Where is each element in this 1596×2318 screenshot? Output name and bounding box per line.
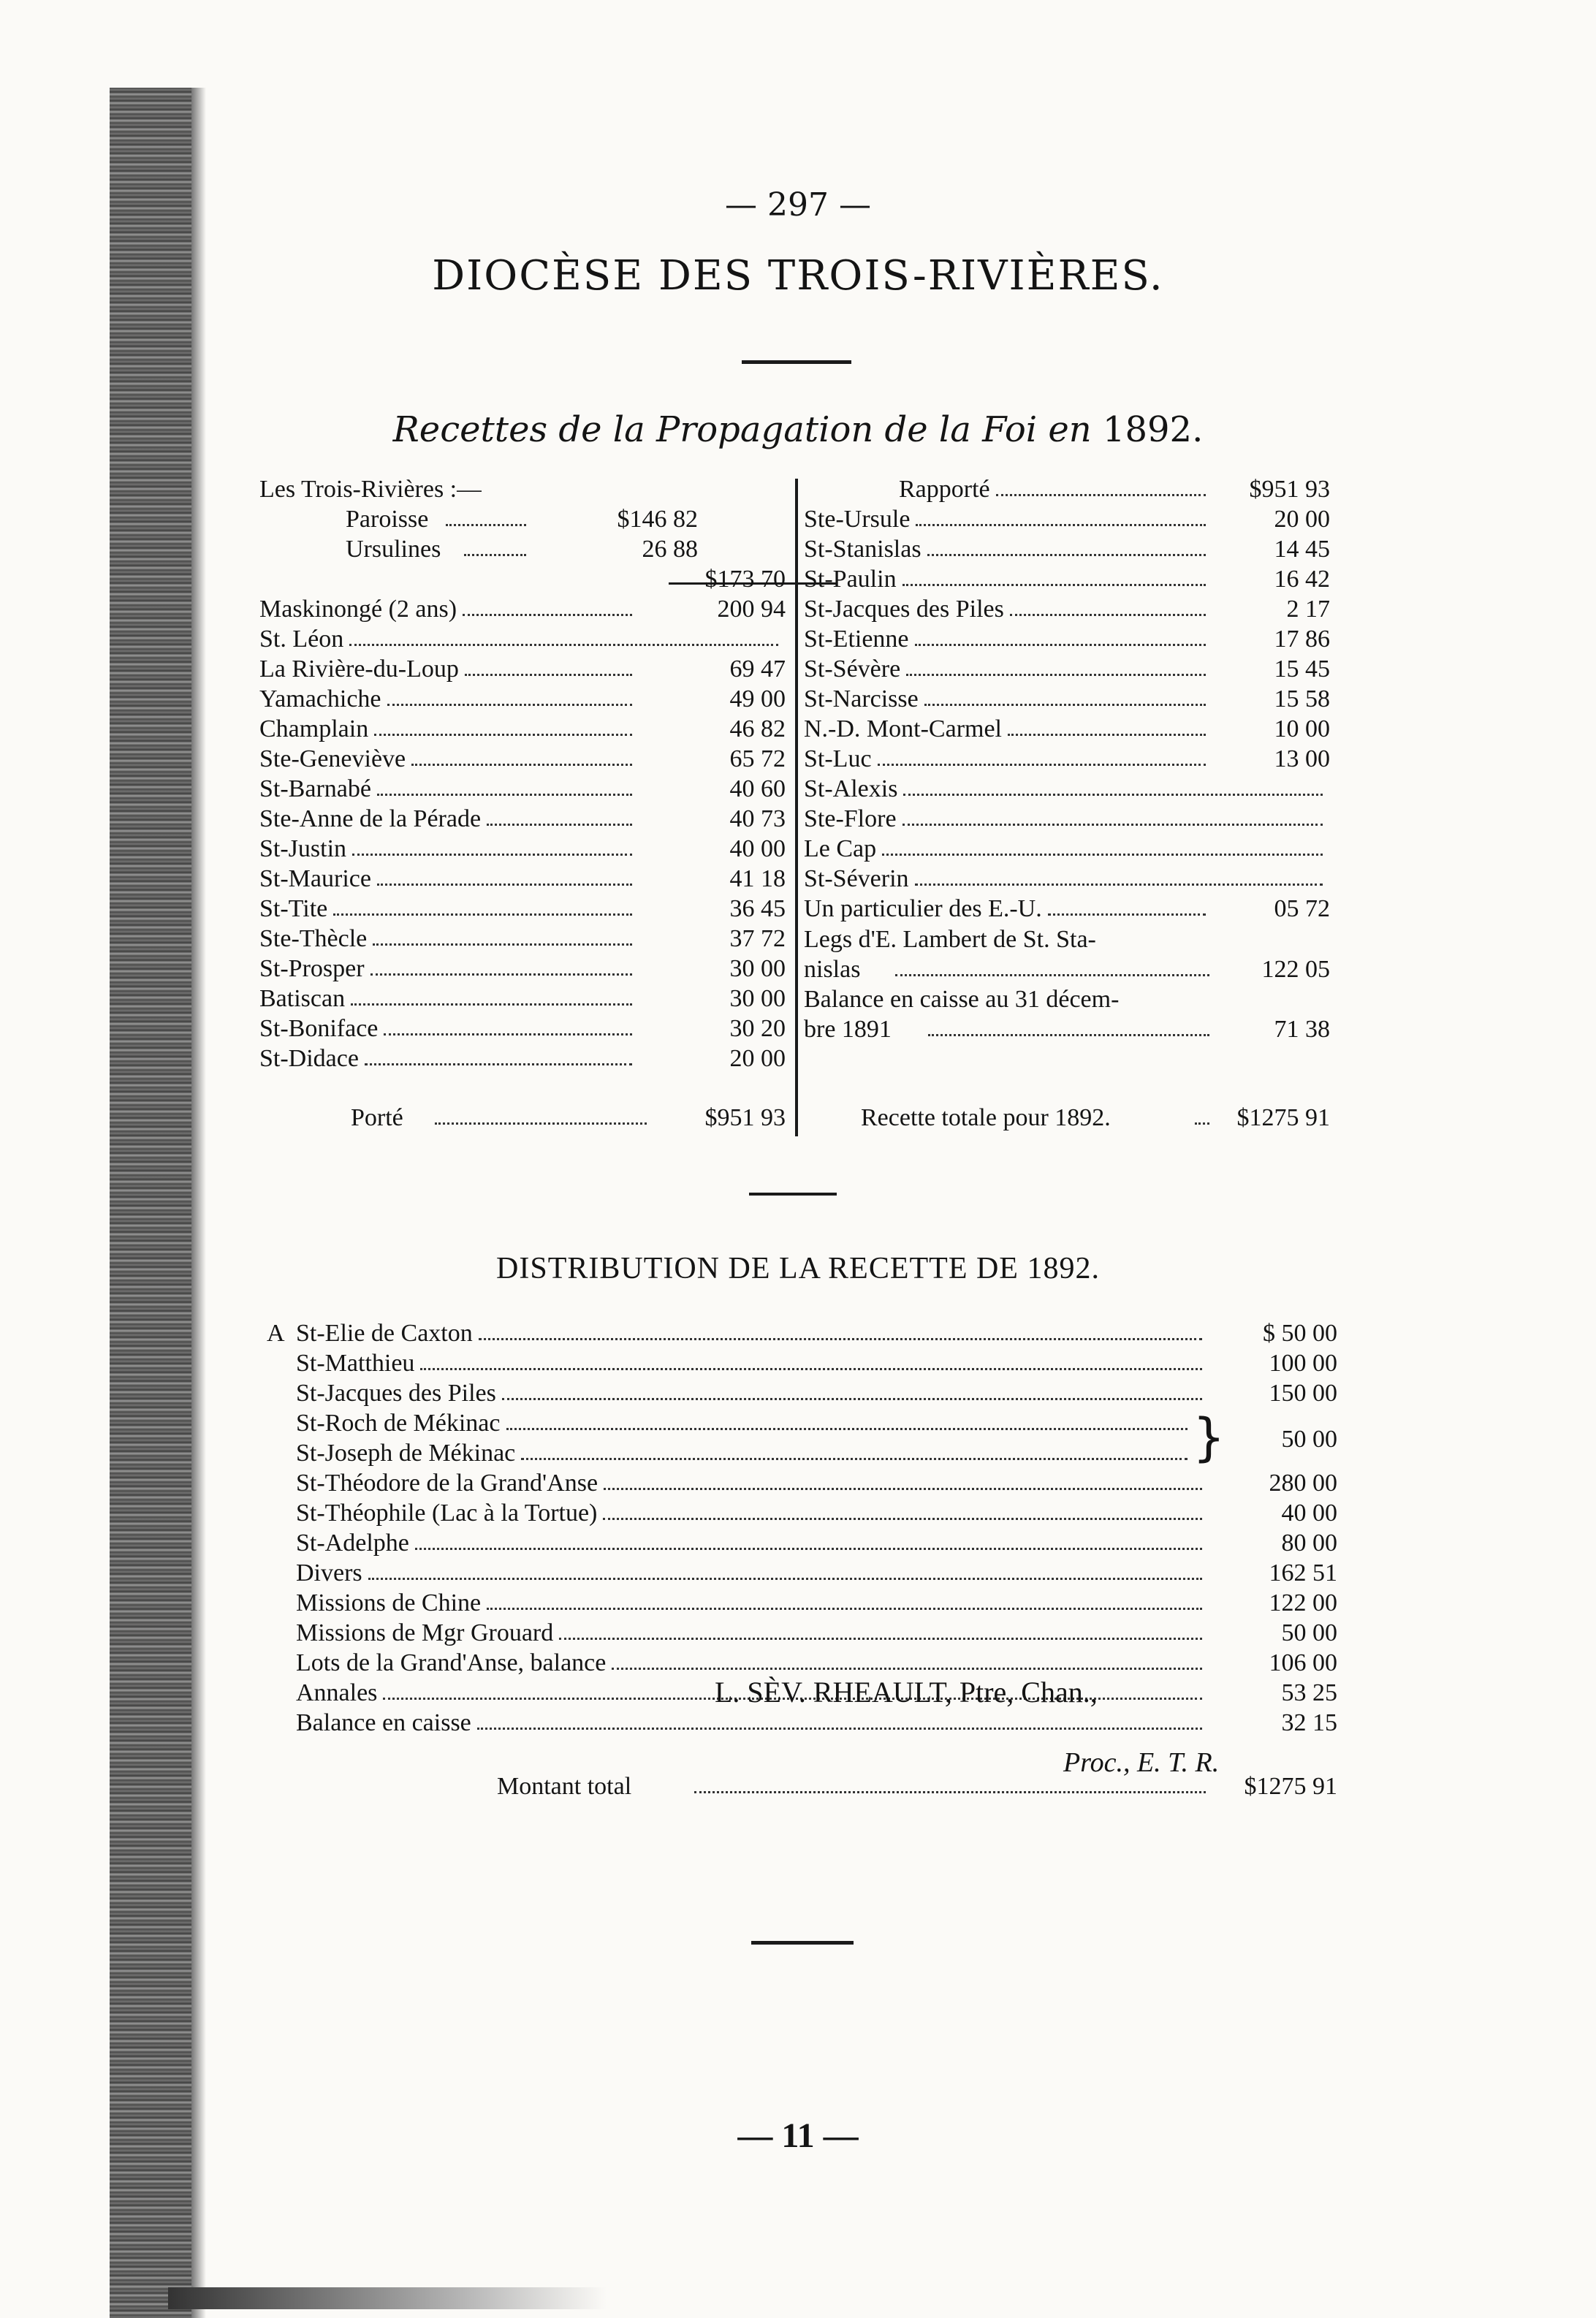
distribution-item-row-amount: 32 15 (1281, 1709, 1337, 1736)
leader-dots (882, 854, 1323, 856)
right-item-row (804, 685, 1330, 714)
page-title: DIOCÈSE DES TROIS-RIVIÈRES. (432, 252, 1164, 300)
right-item-row-amount: 05 72 (1274, 895, 1330, 922)
distribution-item-row-label: Balance en caisse (296, 1709, 471, 1736)
leader-dots (878, 764, 1206, 766)
left-item-row-amount: 36 45 (729, 895, 786, 922)
right-item-row (804, 625, 1330, 654)
leader-dots (420, 1368, 1202, 1370)
distribution-item-row-label: Missions de Chine (296, 1589, 482, 1616)
right-item-row-amount: 13 00 (1274, 745, 1330, 772)
balance-amount: 71 38 (1274, 1016, 1330, 1043)
distribution-item-row-label: Divers (296, 1559, 362, 1586)
right-item-row-amount: 15 58 (1274, 685, 1330, 712)
left-item-row-label: St-Didace (259, 1045, 359, 1072)
leader-dots (377, 794, 632, 796)
distribution-item-row (296, 1499, 1337, 1528)
distribution-item-row-label: Missions de Mgr Grouard (296, 1619, 554, 1646)
legs-label-line1: Legs d'E. Lambert de St. Sta- (804, 926, 1096, 953)
right-item-row-label: St-Narcisse (804, 685, 919, 712)
leader-dots (1010, 614, 1206, 616)
subtitle-text: Recettes de la Propagation de la Foi en (392, 409, 1092, 450)
leader-dots (694, 1791, 1206, 1793)
right-item-row-label: St-Séverin (804, 865, 909, 892)
distribution-item-row (296, 1559, 1337, 1588)
right-item-row (804, 535, 1330, 564)
left-item-row-label: St-Maurice (259, 865, 371, 892)
left-item-row-amount: 40 60 (729, 775, 786, 802)
leader-dots (464, 554, 526, 556)
left-header-row (259, 475, 786, 504)
left-item-row-amount: 30 00 (729, 955, 786, 982)
leader-dots (915, 884, 1323, 886)
left-item-row (259, 984, 786, 1014)
column-divider (795, 479, 798, 1136)
leader-dots (1008, 734, 1206, 736)
right-item-row (804, 805, 1330, 834)
distribution-item-row-label: St-Théodore de la Grand'Anse (296, 1470, 598, 1497)
sub-item-label: Paroisse (346, 506, 429, 533)
distribution-item-row-amount: 50 00 (1281, 1619, 1337, 1646)
legs-row-2 (804, 955, 1330, 984)
left-item-row (259, 715, 786, 744)
distribution-item-row (296, 1589, 1337, 1618)
left-item-row (259, 655, 786, 684)
leader-dots (333, 913, 632, 916)
sub-item-row (259, 535, 786, 564)
right-item-row-label: N.-D. Mont-Carmel (804, 715, 1003, 742)
right-item-row-label: Ste-Flore (804, 805, 897, 832)
distribution-item-row-amount: 40 00 (1281, 1500, 1337, 1527)
signature-mark: — 11 — (737, 2116, 859, 2155)
left-item-row (259, 685, 786, 714)
left-item-row (259, 1014, 786, 1044)
total-receipt-label: Recette totale pour 1892. (861, 1104, 1111, 1131)
left-item-row-label: St-Justin (259, 835, 347, 862)
leader-dots (603, 1518, 1202, 1520)
subtitle-year: 1892. (1102, 409, 1204, 450)
leader-dots (924, 704, 1206, 706)
left-item-row-label: Ste-Anne de la Pérade (259, 805, 482, 832)
receipts-subtitle (0, 409, 1596, 450)
left-item-row-amount: 46 82 (729, 715, 786, 742)
subtotal-amount: $173 70 (704, 566, 786, 593)
right-item-row (804, 715, 1330, 744)
leader-dots (502, 1398, 1202, 1400)
left-item-row (259, 625, 786, 654)
distribution-item-row-amount: 100 00 (1269, 1350, 1337, 1377)
leader-dots (903, 794, 1323, 796)
left-item-row-amount: 41 18 (729, 865, 786, 892)
balance-label-line2: bre 1891 (804, 1016, 892, 1043)
leader-dots (927, 554, 1206, 556)
sub-item-amount: 26 88 (642, 536, 698, 563)
left-item-row (259, 745, 786, 774)
left-item-row (259, 954, 786, 984)
right-item-row (804, 745, 1330, 774)
distribution-item-row (296, 1529, 1337, 1558)
leader-dots (377, 884, 632, 886)
distribution-item-row (296, 1469, 1337, 1498)
signature: L. SÈV. RHEAULT, Ptre, Chan., (715, 1676, 1098, 1709)
distribution-item-row (296, 1709, 1337, 1738)
left-total-row (259, 1103, 786, 1133)
distribution-item-row-label: St-Roch de Mékinac (296, 1410, 501, 1437)
leader-dots (411, 764, 632, 766)
right-item-row (804, 775, 1330, 804)
left-item-row-label: St. Léon (259, 626, 344, 653)
leader-dots (916, 524, 1206, 526)
sub-item-label: Ursulines (346, 536, 441, 563)
legs-label-line2: nislas (804, 956, 861, 983)
total-receipt-amount: $1275 91 (1236, 1104, 1330, 1131)
right-item-row-label: St-Jacques des Piles (804, 596, 1004, 623)
bottom-shadow (168, 2287, 607, 2309)
leader-dots (365, 1063, 632, 1065)
distribution-item-row-amount: $ 50 00 (1263, 1320, 1337, 1347)
right-item-row-amount: 20 00 (1274, 506, 1330, 533)
leader-dots (446, 524, 526, 526)
leader-dots (374, 734, 632, 736)
right-item-row-label: St-Alexis (804, 775, 898, 802)
left-item-row-label: Ste-Geneviève (259, 745, 406, 772)
legs-amount: 122 05 (1261, 956, 1330, 983)
distribution-item-row (296, 1619, 1337, 1648)
left-item-row-amount: 30 00 (729, 985, 786, 1012)
left-item-row-amount: 20 00 (729, 1045, 786, 1072)
left-item-row-amount: 200 94 (717, 596, 786, 623)
left-header: Les Trois-Rivières :— (259, 476, 482, 503)
left-item-row (259, 595, 786, 624)
carried-amount: $951 93 (704, 1104, 786, 1131)
left-item-row-amount: 65 72 (729, 745, 786, 772)
leader-dots (387, 704, 632, 706)
distribution-item-row (296, 1379, 1337, 1408)
leader-dots (612, 1668, 1202, 1670)
right-item-row (804, 505, 1330, 534)
leader-dots (487, 824, 632, 826)
left-item-row (259, 1044, 786, 1074)
title-rule (742, 360, 851, 364)
leader-dots (479, 1338, 1202, 1340)
balance-row (804, 985, 1330, 1014)
leader-dots (915, 644, 1206, 646)
balance-row-2 (804, 1015, 1330, 1044)
sub-item-amount: $146 82 (617, 506, 698, 533)
legs-row (804, 925, 1330, 954)
right-item-row-label: Un particulier des E.-U. (804, 895, 1042, 922)
right-item-row (804, 894, 1330, 924)
left-item-row-amount: 37 72 (729, 925, 786, 952)
leader-dots (368, 1578, 1202, 1580)
right-total-row (804, 1103, 1330, 1133)
leader-dots (373, 943, 632, 946)
bracket-amount-row (1228, 1425, 1337, 1454)
right-item-row-label: St-Stanislas (804, 536, 922, 563)
right-item-row-amount: 10 00 (1274, 715, 1330, 742)
sub-item-row (259, 505, 786, 534)
distribution-total-amount: $1275 91 (1244, 1773, 1337, 1800)
left-item-row-amount: 49 00 (729, 685, 786, 712)
right-item-row-label: St-Paulin (804, 566, 897, 593)
left-item-row (259, 835, 786, 864)
leader-dots (351, 1003, 632, 1006)
distribution-item-row (296, 1649, 1337, 1678)
right-item-row-label: St-Luc (804, 745, 872, 772)
bracket-icon: } (1193, 1407, 1226, 1467)
right-item-row-label: St-Etienne (804, 626, 909, 653)
left-item-row (259, 864, 786, 894)
distribution-item-row (296, 1409, 1337, 1438)
leader-dots (902, 584, 1206, 586)
right-item-row-amount: 14 45 (1274, 536, 1330, 563)
right-item-row (804, 835, 1330, 864)
distribution-item-row (296, 1319, 1337, 1348)
right-item-row-amount: 17 86 (1274, 626, 1330, 653)
leader-dots (906, 674, 1206, 676)
left-item-row-label: St-Barnabé (259, 775, 371, 802)
balance-label-line1: Balance en caisse au 31 décem- (804, 986, 1120, 1013)
left-item-row-amount: 40 00 (729, 835, 786, 862)
left-item-row-amount: 30 20 (729, 1015, 786, 1042)
right-item-row-label: St-Sévère (804, 656, 901, 683)
distribution-item-row-label: St-Théophile (Lac à la Tortue) (296, 1500, 598, 1527)
distribution-item-row-amount: 106 00 (1269, 1649, 1337, 1676)
right-item-row-label: Ste-Ursule (804, 506, 911, 533)
right-item-row-amount: $951 93 (1249, 476, 1330, 503)
right-item-row (804, 864, 1330, 894)
left-item-row (259, 924, 786, 954)
distribution-item-row-amount: 162 51 (1269, 1559, 1337, 1586)
leader-dots (465, 674, 632, 676)
left-item-row-label: Batiscan (259, 985, 346, 1012)
right-item-row (804, 565, 1330, 594)
leader-dots (559, 1638, 1202, 1640)
leader-dots (463, 614, 632, 616)
leader-dots (996, 494, 1206, 496)
distribution-item-row-label: St-Matthieu (296, 1350, 415, 1377)
left-item-row-label: St-Boniface (259, 1015, 379, 1042)
distribution-item-row-amount: 150 00 (1269, 1380, 1337, 1407)
leader-dots (506, 1428, 1188, 1430)
leader-dots (477, 1728, 1202, 1730)
distribution-title: DISTRIBUTION DE LA RECETTE DE 1892. (496, 1252, 1100, 1285)
distribution-item-row-amount: 122 00 (1269, 1589, 1337, 1616)
left-item-row (259, 775, 786, 804)
right-item-row (804, 655, 1330, 684)
distribution-prefix-row (267, 1319, 296, 1348)
right-item-row (804, 595, 1330, 624)
left-item-row-label: Champlain (259, 715, 369, 742)
leader-dots (415, 1548, 1202, 1550)
section-rule (749, 1193, 837, 1196)
left-item-row (259, 894, 786, 924)
left-item-row-label: St-Prosper (259, 955, 365, 982)
leader-dots (370, 973, 632, 976)
leader-dots (384, 1033, 632, 1036)
distribution-total-label: Montant total (497, 1773, 632, 1800)
left-item-row-label: La Rivière-du-Loup (259, 656, 459, 683)
distribution-item-row-amount: 280 00 (1269, 1470, 1337, 1497)
distribution-item-row-label: St-Elie de Caxton (296, 1320, 473, 1347)
leader-dots (1048, 913, 1206, 916)
carried-label: Porté (351, 1104, 403, 1131)
left-item-row-label: St-Tite (259, 895, 328, 922)
left-item-row-amount: 69 47 (729, 656, 786, 683)
distribution-item-row (296, 1349, 1337, 1378)
leader-dots (902, 824, 1323, 826)
closing-rule (751, 1941, 854, 1945)
procurator-line: Proc., E. T. R. (1063, 1747, 1220, 1778)
leader-dots (352, 854, 632, 856)
leader-dots (435, 1122, 647, 1125)
leader-dots (895, 974, 1209, 976)
distribution-item-row (296, 1439, 1337, 1468)
right-item-row-amount: 15 45 (1274, 656, 1330, 683)
left-item-row-amount: 40 73 (729, 805, 786, 832)
left-item-row-label: Ste-Thècle (259, 925, 368, 952)
right-item-row-amount: 16 42 (1274, 566, 1330, 593)
leader-dots (487, 1608, 1202, 1610)
distribution-prefix: A (267, 1320, 285, 1347)
distribution-item-row-label: St-Adelphe (296, 1530, 409, 1557)
distribution-item-row-amount: 53 25 (1281, 1679, 1337, 1706)
distribution-item-row-amount: 80 00 (1281, 1530, 1337, 1557)
page-number: — 297 — (725, 186, 871, 224)
distribution-item-row-label: Annales (296, 1679, 378, 1706)
bracket-amount: 50 00 (1281, 1426, 1337, 1453)
right-item-row-label: Le Cap (804, 835, 877, 862)
right-item-row (804, 475, 1330, 504)
subtotal-row (259, 565, 786, 594)
distribution-item-row-label: St-Joseph de Mékinac (296, 1440, 516, 1467)
left-item-row-label: Maskinongé (2 ans) (259, 596, 457, 623)
left-item-row (259, 805, 786, 834)
leader-dots (928, 1034, 1209, 1036)
leader-dots (604, 1488, 1202, 1490)
left-item-row-label: Yamachiche (259, 685, 381, 712)
right-item-row-label: Rapporté (899, 476, 990, 503)
distribution-item-row-label: Lots de la Grand'Anse, balance (296, 1649, 607, 1676)
leader-dots (349, 644, 778, 646)
leader-dots (521, 1458, 1188, 1460)
distribution-item-row-label: St-Jacques des Piles (296, 1380, 496, 1407)
right-item-row-amount: 2 17 (1286, 596, 1330, 623)
